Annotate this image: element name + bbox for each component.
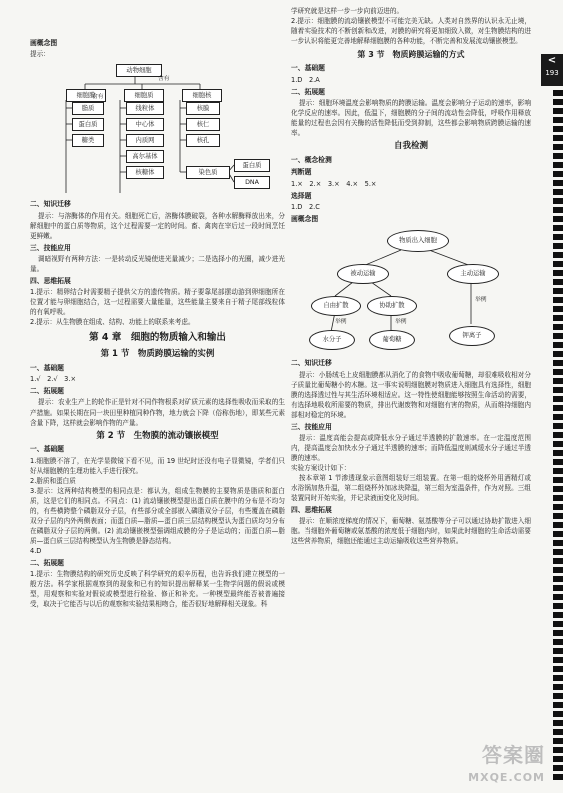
thinking-heading: 四、思维拓展 xyxy=(30,277,71,286)
section-1-title: 第 1 节 物质跨膜运输的实例 xyxy=(100,348,215,359)
s3-text-1: 提示：温度高能会提高或降低水分子通过半透膜的扩散速率。在一定温度范围内，提高温度会加快水分子通过半透膜的速率；而降低温度则减缓水分子通过半透膜的速率。 xyxy=(291,433,531,462)
node-organelle-4: 高尔基体 xyxy=(126,150,164,163)
choice-heading: 选择题 xyxy=(291,191,312,200)
example-label-3: 举例 xyxy=(475,297,487,304)
node-facilitated-diffusion: 协助扩散 xyxy=(367,296,417,316)
skill-text: 调暗视野有两种方法：一是转动反光镜使进光量减少；二是选择小的光圈，减少进光量。 xyxy=(30,255,285,274)
concept-map-heading: 画概念图 xyxy=(30,39,58,47)
self-test-title: 自我检测 xyxy=(393,140,428,151)
contains-label-2: 含有 xyxy=(92,94,104,101)
transport-concept-map xyxy=(291,226,531,356)
sec3-basic-heading: 一、基础题 xyxy=(291,64,325,73)
right-column xyxy=(291,6,531,546)
section-3-title: 第 3 节 物质跨膜运输的方式 xyxy=(357,50,465,60)
s3-text-2: 实验方案设计如下： xyxy=(291,463,351,472)
s3-text-3: 按本章第 1 节渗透现象示意图组装好三组装置。在第一组的烧杯外用酒精灯或水浴锅加热升温，第二组烧杯外加冰块降温，第三组为室温条件，作为对照。三组装置同时开始实验，并记录液面变化及时间。 xyxy=(291,474,531,503)
watermark-logo xyxy=(468,740,545,787)
continued-text: 学研究就是这样一步一步向前迈进的。 xyxy=(291,7,404,15)
node-chromatin: 染色质 xyxy=(186,166,230,179)
skill-heading: 三、技能应用 xyxy=(30,243,71,252)
chevron-left-icon: < xyxy=(547,55,557,66)
node-glucose: 葡萄糖 xyxy=(369,330,415,350)
node-organelle-5: 核糖体 xyxy=(126,166,164,179)
node-passive-transport: 被动运输 xyxy=(337,264,389,284)
example-label-1: 举例 xyxy=(335,319,347,326)
edge-stripe xyxy=(553,90,563,780)
knowledge-transfer-text: 提示：与溶酶体的作用有关。细胞死亡后，溶酶体膜破裂，各种水解酶释放出来，分解细胞中的蛋白质等物质，这个过程需要一定的时间。畜、禽肉在宰后过一段时间烹饪更鲜嫩。 xyxy=(30,211,285,240)
sec1-ext-heading: 二、拓展题 xyxy=(30,387,64,396)
thinking-text-2: 2.提示：从生物膜在组成、结构、功能上的联系来考虑。 xyxy=(30,318,195,327)
node-free-diffusion: 自由扩散 xyxy=(311,296,361,316)
node-protein: 蛋白质 xyxy=(72,118,104,131)
node-nuclear-pore: 核孔 xyxy=(186,134,220,147)
sec2-text-2: 2.脂质和蛋白质 xyxy=(30,476,76,485)
node-cytoplasm: 细胞质 xyxy=(124,89,164,102)
judge-heading: 判断题 xyxy=(291,168,312,177)
node-nucleolus: 核仁 xyxy=(186,118,220,131)
node-substance-transport: 物质出入细胞 xyxy=(387,230,449,252)
node-chromatin-protein: 蛋白质 xyxy=(234,159,270,172)
node-water-molecule: 水分子 xyxy=(309,330,355,350)
hint-label: 提示： xyxy=(30,50,50,59)
sec2-text-3: 3.提示：这两种结构模型的相同点是：都认为，组成生物膜的主要物质是脂质和蛋白质，这是它们的相同点。不同点：(1) 流动镶嵌模型提出蛋白质在膜中的分布是不均匀的，有些横跨整个磷脂双分子层，有些部分或全部嵌入磷脂双分子层，有些覆盖在磷脂双分子层的内外两侧表面；而蛋白质—脂质—蛋白质三层结构模型认为蛋白质均匀分布在磷脂双分子层的两侧。(2) 流动镶嵌模型强调组成膜的分子是运动的；而蛋白质—脂质—蛋白质三层结构模型认为生物膜是静态结构。 xyxy=(30,486,285,545)
left-column xyxy=(30,36,285,609)
node-potassium-ion: 钾离子 xyxy=(449,326,495,346)
sec2-text-4: 4.D xyxy=(30,546,42,555)
sec2-ext-text-2: 2.提示：细胞膜的流动镶嵌模型不可能完美无缺。人类对自然界的认识永无止境，随着实验技术的不断创新和改进，对膜的研究将更加细致入微，对生物膜结构的进一步认识将能更完善地解释细胞膜的各种功能，不断完善和发展流动镶嵌模型。 xyxy=(291,17,531,46)
s2-heading: 二、知识迁移 xyxy=(291,359,332,368)
node-sugar: 糖类 xyxy=(72,134,104,147)
s2-text: 提示：小肠绒毛上皮细胞膜都从消化了的食物中吸收葡萄糖，却很难吸收相对分子质量比葡萄糖小的木糖。这一事实说明细胞膜对物质进入细胞具有选择性，细胞膜的选择透过性与其生活环境相适应。这一特性使细胞能够按照生命活动的需要，有选择地吸收所需要的物质，排出代谢废物和对细胞有害的物质，从而维持细胞内部相对稳定的环境。 xyxy=(291,370,531,419)
concept-check-heading: 一、概念检测 xyxy=(291,155,332,164)
node-membrane: 细胞膜 xyxy=(66,89,106,102)
sec3-ext-text: 提示：细胞环境温度会影响物质的跨膜运输。温度会影响分子运动的速率，影响化学反应的速率。因此，低温下，细胞膜的分子间的流动性会降低，呼吸作用释放能量的过程也会因有关酶的活性降低而受到抑制，这些都会影响物质跨膜运输的速率。 xyxy=(291,98,531,137)
node-active-transport: 主动运输 xyxy=(447,264,499,284)
node-organelle-1: 线粒体 xyxy=(126,102,164,115)
chapter-title: 第 4 章 细胞的物质输入和输出 xyxy=(89,332,226,344)
sec1-answers: 1.√ 2.√ 3.× xyxy=(30,375,76,384)
sec3-ext-heading: 二、拓展题 xyxy=(291,87,325,96)
watermark-line-1: 答案圈 xyxy=(482,742,545,767)
thinking-text-1: 1.提示：精卵结合时需要精子提供父方的遗传物质。精子要靠尾部摆动游到卵细胞所在位置才能与卵细胞结合，这一过程需要大量能量，这些能量主要来自于精子尾部线粒体的有氧呼吸。 xyxy=(30,288,285,317)
node-dna: DNA xyxy=(234,176,270,189)
sec3-answers: 1.D 2.A xyxy=(291,75,320,84)
page-number: 193 xyxy=(545,69,559,77)
node-animal-cell: 动物细胞 xyxy=(116,64,162,77)
node-organelle-2: 中心体 xyxy=(126,118,164,131)
node-nucleus: 细胞核 xyxy=(182,89,222,102)
sec1-basic-heading: 一、基础题 xyxy=(30,363,64,372)
s4-text: 提示：在顺浓度梯度的情况下，葡萄糖、氨基酸等分子可以通过协助扩散进入细胞。当细胞外葡萄糖或氨基酸的浓度低于细胞内时，如果此时细胞的生命活动需要这些营养物质，细胞还能通过主动运输吸收这些营养物质。 xyxy=(291,517,531,546)
sec2-ext-heading: 二、拓展题 xyxy=(30,558,64,567)
sec2-basic-heading: 一、基础题 xyxy=(30,445,64,454)
judge-answers: 1.× 2.× 3.× 4.× 5.× xyxy=(291,179,377,188)
contains-label: 含有 xyxy=(158,76,170,83)
sec1-ext-text: 提示：农业生产上的轮作正是针对不同作物根系对矿质元素的选择性吸收而采取的生产措施。如果长期在同一块田里种植同种作物，地力就会下降（俗称伤地），即某些元素含量下降，这样就会影响作物的产量。 xyxy=(30,398,285,427)
node-lipid: 脂质 xyxy=(72,102,104,115)
animal-cell-concept-map xyxy=(30,61,285,197)
knowledge-transfer-heading: 二、知识迁移 xyxy=(30,200,71,209)
watermark-line-2: MXQE.COM xyxy=(468,771,545,785)
node-organelle-3: 内质网 xyxy=(126,134,164,147)
s4-heading: 四、思维拓展 xyxy=(291,506,332,515)
sec2-text-1: 1.细胞膜不溶了，在光学显微镜下看不见，而 19 世纪时还没有电子显微镜，学者们只好从细胞膜的生理功能入手进行探究。 xyxy=(30,456,285,475)
choice-answers: 1.D 2.C xyxy=(291,202,320,211)
sec2-ext-text: 1.提示：生物膜结构的研究历史反映了科学研究的艰辛历程，也告诉我们建立模型的一般方法。科学家根据观察到的现象和已有的知识提出解释某一生物学问题的假说或模型，用观察和实验对假说或模型进行检验、修正和补充。一种模型最终能否被普遍接受，取决于它能否与以后的观察和实验结果相吻合，能否很好地解释相关现象。科 xyxy=(30,570,285,609)
example-label-2: 举例 xyxy=(395,319,407,326)
s3-heading: 三、技能应用 xyxy=(291,422,332,431)
concept-map-2-heading: 画概念图 xyxy=(291,214,319,223)
page-tab xyxy=(541,54,563,86)
node-nuclear-envelope: 核膜 xyxy=(186,102,220,115)
section-2-title: 第 2 节 生物膜的流动镶嵌模型 xyxy=(96,430,219,441)
